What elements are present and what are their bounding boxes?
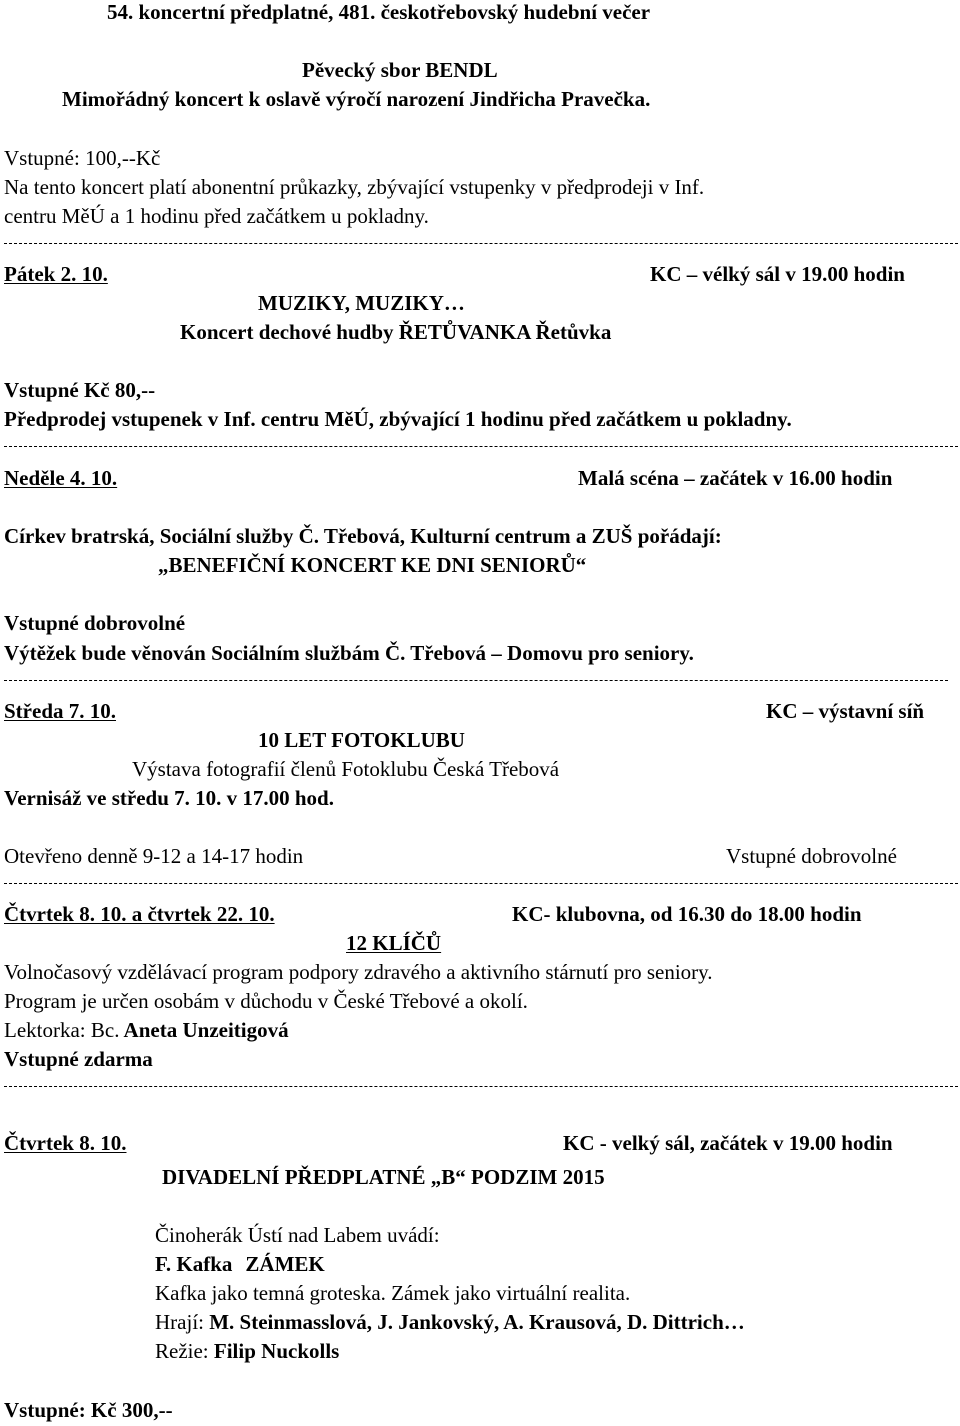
- event-date: Čtvrtek 8. 10. a čtvrtek 22. 10.: [4, 902, 275, 926]
- event-fee: Vstupné: Kč 300,--: [4, 1398, 173, 1422]
- event-note: Předprodej vstupenek v Inf. centru MěÚ, zbývající 1 hodinu před začátkem u pokladny.: [4, 407, 792, 431]
- director-label: Režie:: [155, 1339, 214, 1363]
- event-vernissage: Vernisáž ve středu 7. 10. v 17.00 hod.: [4, 786, 334, 810]
- concert-description: Mimořádný koncert k oslavě výročí narození Jindřicha Pravečka.: [62, 87, 651, 111]
- event-tagline: Kafka jako temná groteska. Zámek jako virtuální realita.: [155, 1281, 631, 1305]
- event-fee: Vstupné dobrovolné: [4, 611, 186, 635]
- event-date: Čtvrtek 8. 10.: [4, 1131, 127, 1155]
- concert-series-heading: 54. koncertní předplatné, 481. českotřebovský hudební večer: [107, 0, 651, 24]
- concert-note-line1: Na tento koncert platí abonentní průkazky, zbývající vstupenky v předprodeji v Inf.: [4, 175, 705, 199]
- event-subtitle: Výstava fotografií členů Fotoklubu Česká Třebová: [132, 757, 560, 781]
- separator: [4, 883, 958, 884]
- event-organizers: Církev bratrská, Sociální služby Č. Třebová, Kulturní centrum a ZUŠ pořádají:: [4, 524, 722, 548]
- lecturer-dot: .: [114, 1018, 120, 1042]
- lecturer-label: Lektorka:: [4, 1018, 91, 1042]
- event-subtitle: Koncert dechové hudby ŘETŮVANKA Řetůvka: [180, 320, 612, 344]
- event-opening-hours: Otevřeno denně 9-12 a 14-17 hodin: [4, 844, 304, 868]
- event-fee: Vstupné zdarma: [4, 1047, 153, 1071]
- event-title: 10 LET FOTOKLUBU: [258, 728, 465, 752]
- event-date: Neděle 4. 10.: [4, 466, 118, 490]
- concert-fee: Vstupné: 100,--Kč: [4, 146, 161, 170]
- event-note: Výtěžek bude věnován Sociálním službám Č. Třebová – Domovu pro seniory.: [4, 641, 694, 665]
- event-venue: Malá scéna – začátek v 16.00 hodin: [578, 466, 893, 490]
- lecturer-name: Aneta Unzeitigová: [119, 1018, 289, 1042]
- play-title: ZÁMEK: [245, 1252, 325, 1276]
- event-play: [155, 1252, 325, 1276]
- separator: [4, 680, 948, 681]
- event-title: „BENEFIČNÍ KONCERT KE DNI SENIORŮ“: [158, 553, 587, 577]
- event-title: 12 KLÍČŮ: [346, 931, 442, 955]
- event-date: Středa 7. 10.: [4, 699, 116, 723]
- separator: [4, 446, 958, 447]
- concert-note-line2: centru MěÚ a 1 hodinu před začátkem u pokladny.: [4, 204, 429, 228]
- event-cast: [155, 1310, 745, 1334]
- cast-names: M. Steinmasslová, J. Jankovský, A. Krausová, D. Dittrich…: [209, 1310, 745, 1334]
- event-fee: Vstupné dobrovolné: [726, 844, 897, 868]
- director-name: Filip Nuckolls: [213, 1339, 340, 1363]
- lecturer-title: Bc: [90, 1018, 115, 1042]
- event-lecturer: [4, 1018, 289, 1042]
- event-fee: Vstupné Kč 80,--: [4, 378, 156, 402]
- event-venue: KC – výstavní síň: [766, 699, 925, 723]
- separator: [4, 243, 958, 244]
- event-title: DIVADELNÍ PŘEDPLATNÉ „B“ PODZIM 2015: [162, 1165, 605, 1189]
- event-description-line2: Program je určen osobám v důchodu v České Třebové a okolí.: [4, 989, 528, 1013]
- event-venue: KC - velký sál, začátek v 19.00 hodin: [563, 1131, 893, 1155]
- cast-label: Hrají:: [155, 1310, 210, 1334]
- event-title: MUZIKY, MUZIKY…: [258, 291, 465, 315]
- choir-name: Pěvecký sbor BENDL: [302, 58, 498, 82]
- event-venue: KC – vélký sál v 19.00 hodin: [650, 262, 905, 286]
- event-venue: KC- klubovna, od 16.30 do 18.00 hodin: [512, 902, 862, 926]
- separator: [4, 1086, 958, 1087]
- event-director: [155, 1339, 339, 1363]
- event-description-line1: Volnočasový vzdělávací program podpory zdravého a aktivního stárnutí pro seniory.: [4, 960, 713, 984]
- play-author: F. Kafka: [155, 1252, 233, 1276]
- event-presenter: Činoherák Ústí nad Labem uvádí:: [155, 1223, 440, 1247]
- event-date: Pátek 2. 10.: [4, 262, 108, 286]
